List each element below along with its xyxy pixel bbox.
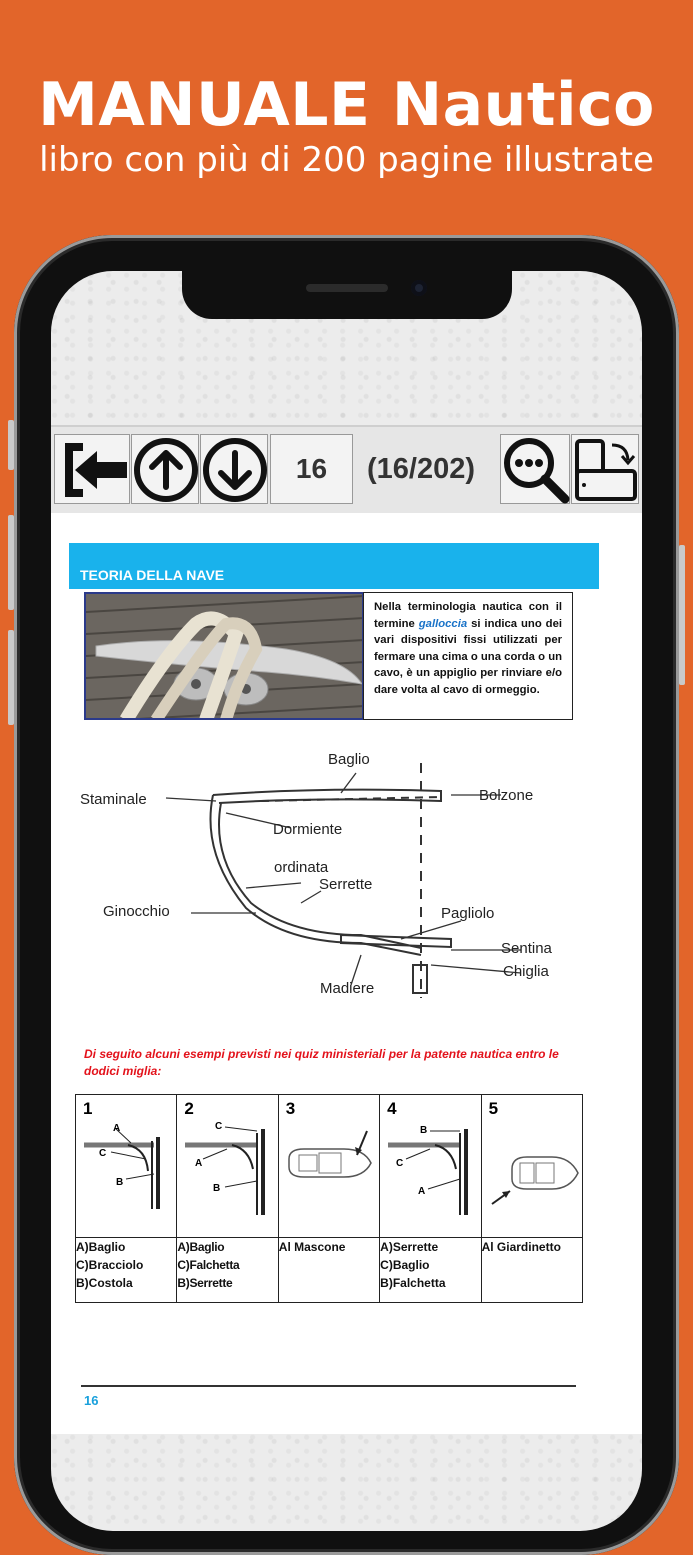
phone-notch <box>182 271 512 319</box>
quiz-letter: B <box>213 1183 221 1194</box>
quiz-answers: Al Giardinetto <box>481 1238 582 1303</box>
label-dormiente: Dormiente <box>273 821 343 838</box>
back-button[interactable] <box>54 434 130 504</box>
phone-side-button <box>8 515 14 610</box>
rotate-screen-icon <box>572 435 640 505</box>
quiz-letter: C <box>215 1121 223 1132</box>
quiz-letter: A <box>195 1158 203 1169</box>
label-serrette: Serrette <box>319 876 373 893</box>
arrow-down-icon <box>201 435 269 505</box>
previous-page-button[interactable] <box>131 434 199 504</box>
quiz-number: 5 <box>488 1099 499 1118</box>
section-title: TEORIA DELLA NAVE <box>80 567 225 583</box>
search-more-icon <box>501 435 571 505</box>
quiz-cell <box>481 1095 582 1238</box>
label-pagliolo: Pagliolo <box>441 905 495 922</box>
search-button[interactable] <box>500 434 570 504</box>
footer-divider <box>81 1385 576 1387</box>
quiz-table <box>75 1094 583 1303</box>
next-page-button[interactable] <box>200 434 268 504</box>
quiz-cell <box>380 1095 481 1238</box>
label-baglio: Baglio <box>328 751 370 768</box>
quiz-intro: Di seguito alcuni esempi previsti nei quiz ministeriali per la patente nautica entro le dodici miglia: <box>84 1047 559 1078</box>
book-page <box>51 513 642 1434</box>
arrow-up-icon <box>132 435 200 505</box>
promo-title: MANUALE Nautico <box>38 70 655 140</box>
phone-side-button <box>8 630 14 725</box>
label-chiglia: Chiglia <box>503 963 549 980</box>
cleat-photo <box>84 592 364 720</box>
cleat-term: galloccia <box>418 617 468 630</box>
quiz-number: 4 <box>387 1099 397 1118</box>
reader-toolbar <box>51 425 642 515</box>
label-sentina: Sentina <box>501 940 552 957</box>
speaker-icon <box>306 284 388 292</box>
quiz-number: 2 <box>184 1099 194 1118</box>
quiz-letter: C <box>396 1158 404 1169</box>
quiz-answers: A)Serrette C)Baglio B)Falchetta <box>380 1238 481 1303</box>
quiz-answers: A)Baglio C)Falchetta B)Serrette <box>177 1238 278 1303</box>
footer-page-number: 16 <box>84 1393 99 1408</box>
quiz-cell <box>177 1095 278 1238</box>
section-header <box>69 543 599 589</box>
back-arrow-icon <box>55 435 131 505</box>
page-count: (16/202) <box>367 452 476 485</box>
quiz-cell <box>278 1095 379 1238</box>
rotate-button[interactable] <box>571 434 639 504</box>
quiz-letter: A <box>113 1123 121 1134</box>
label-ginocchio: Ginocchio <box>103 903 170 920</box>
promo-subtitle: libro con più di 200 pagine illustrate <box>39 140 654 180</box>
quiz-letter: B <box>420 1125 428 1136</box>
quiz-number: 3 <box>285 1099 296 1118</box>
hull-diagram <box>71 743 631 1013</box>
quiz-number: 1 <box>83 1099 93 1118</box>
page-number-field[interactable]: 16 <box>270 434 353 504</box>
quiz-letter: B <box>116 1177 124 1188</box>
quiz-letter: C <box>99 1148 107 1159</box>
phone-side-button <box>679 545 685 685</box>
cleat-description: Nella terminologia nautica con il termine galloccia si indica uno dei vari dispositivi fissi utilizzati per fermare una cima o una corda o un cavo, è un appiglio per rinviare e/o dare volta al cavo di ormeggio. <box>363 592 573 720</box>
quiz-answers: Al Mascone <box>278 1238 379 1303</box>
quiz-answers: A)Baglio C)Bracciolo B)Costola <box>76 1238 177 1303</box>
label-bolzone: Bolzone <box>479 787 534 804</box>
label-ordinata: ordinata <box>274 859 329 876</box>
label-staminale: Staminale <box>80 791 147 808</box>
label-madiere: Madiere <box>320 980 375 997</box>
quiz-cell <box>76 1095 177 1238</box>
camera-icon <box>411 280 427 296</box>
phone-side-button <box>8 420 14 470</box>
quiz-letter: A <box>418 1186 426 1197</box>
